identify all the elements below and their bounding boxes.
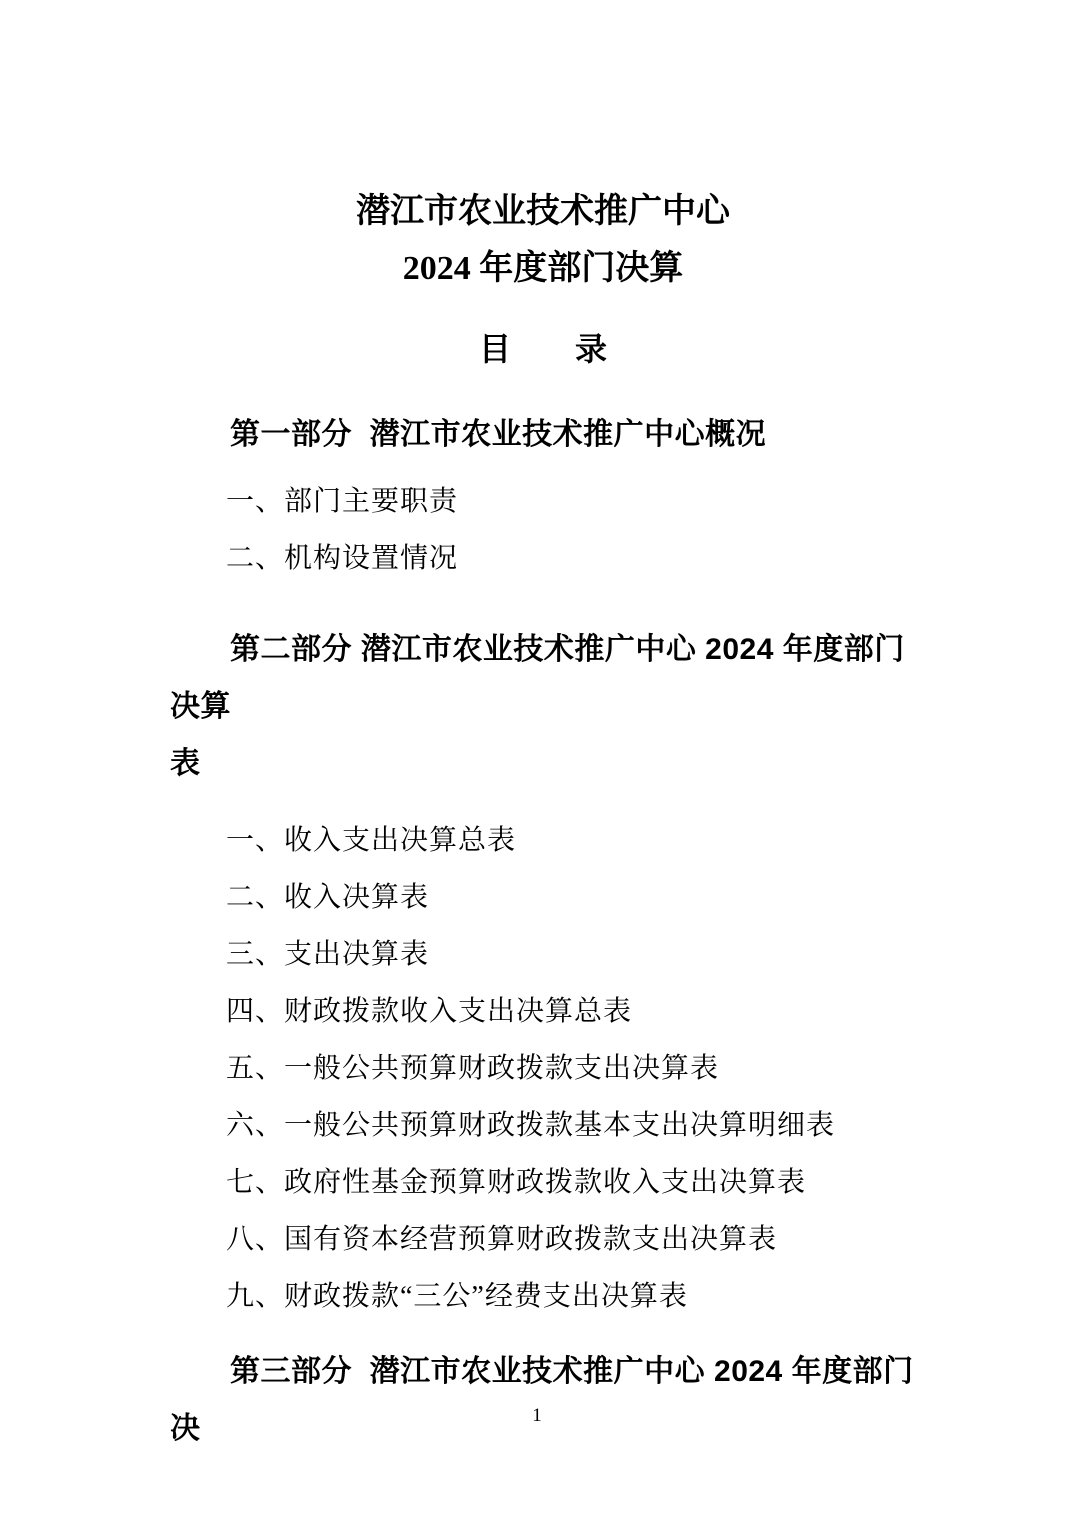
toc-item-part2-2: 二、收入决算表 <box>226 882 430 913</box>
page-number: 1 <box>532 1405 542 1426</box>
toc-item-part2-4: 四、财政拨款收入支出决算总表 <box>226 996 633 1027</box>
toc-item-part1-2: 二、机构设置情况 <box>226 543 459 574</box>
part2-heading-line1: 第二部分 潜江市农业技术推广中心 2024 年度部门决算 <box>170 633 905 723</box>
toc-item-part2-6: 六、一般公共预算财政拨款基本支出决算明细表 <box>226 1110 836 1141</box>
document-title-line1: 潜江市农业技术推广中心 <box>356 193 730 230</box>
toc-item-part2-7: 七、政府性基金预算财政拨款收入支出决算表 <box>226 1167 807 1198</box>
toc-item-part2-5: 五、一般公共预算财政拨款支出决算表 <box>226 1053 720 1084</box>
toc-item-part1-1: 一、部门主要职责 <box>226 486 459 517</box>
part1-heading: 第一部分 潜江市农业技术推广中心概况 <box>230 418 767 451</box>
toc-item-part2-3: 三、支出决算表 <box>226 939 430 970</box>
document-title-line2: 2024 年度部门决算 <box>402 250 684 287</box>
toc-item-part2-8: 八、国有资本经营预算财政拨款支出决算表 <box>226 1224 778 1255</box>
toc-item-part2-1: 一、收入支出决算总表 <box>226 825 517 856</box>
part3-heading: 第三部分 潜江市农业技术推广中心 2024 年度部门决 <box>170 1355 914 1445</box>
toc-item-part2-9: 九、财政拨款“三公”经费支出决算表 <box>226 1281 688 1312</box>
toc-title: 目 录 <box>478 331 607 367</box>
part2-heading-line2: 表 <box>170 747 201 780</box>
